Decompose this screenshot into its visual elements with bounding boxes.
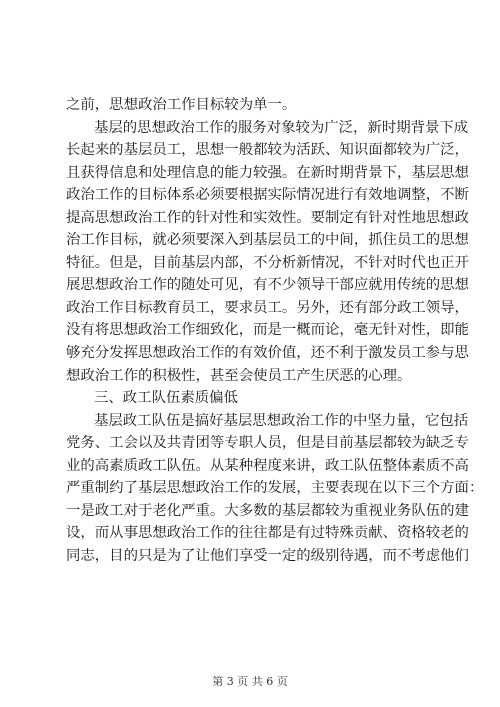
document-body: [66, 94, 484, 567]
text-line: 之前，思想政治工作目标较为单一。: [66, 97, 297, 113]
text-line: 一是政工对于老化严重。大多数的基层都较为重视业务队伍的建: [66, 502, 469, 519]
page-number-footer: 第 3 页 共 6 页: [212, 675, 288, 688]
text-line: 提高思想政治工作的针对性和实效性。要制定有针对性地思想政: [66, 209, 469, 226]
text-line: 想政治工作的积极性，甚至会使员工产生厌恶的心理。: [66, 367, 412, 384]
text-line: 业的高素质政工队伍。从某种程度来讲，政工队伍整体素质不高: [66, 457, 469, 474]
text-line: 政治工作的目标体系必须要根据实际情况进行有效地调整，不断: [66, 187, 469, 204]
text-line: 设，而从事思想政治工作的往往都是有过特殊贡献、资格较老的: [66, 525, 469, 542]
text-line: 够充分发挥思想政治工作的有效价值，还不利于激发员工参与思: [66, 345, 469, 362]
text-line: 政治工作目标教育员工，要求员工。另外，还有部分政工领导，: [66, 299, 469, 316]
paragraph-first-line: 基层政工队伍是搞好基层思想政治工作的中坚力量，它包括: [94, 412, 469, 429]
text-line: 同志，目的只是为了让他们享受一定的级别待遇，而不考虑他们: [66, 547, 469, 564]
paragraph-first-line: 基层的思想政治工作的服务对象较为广泛，新时期背景下成: [94, 119, 469, 136]
text-line: 治工作目标，就必须要深入到基层员工的中间，抓住员工的思想: [66, 232, 469, 249]
section-heading: 三、政工队伍素质偏低: [94, 390, 238, 407]
text-line: 特征。但是，目前基层内部，不分析新情况，不针对时代也正开: [66, 254, 469, 271]
text-line: 严重制约了基层思想政治工作的发展，主要表现在以下三个方面：: [66, 480, 484, 497]
text-line: 党务、工会以及共青团等专职人员，但是目前基层都较为缺乏专: [66, 435, 469, 452]
text-line: 且获得信息和处理信息的能力较强。在新时期背景下，基层思想: [66, 164, 469, 181]
text-line: 展思想政治工作的随处可见，有不少领导干部应就用传统的思想: [66, 277, 469, 294]
text-line: 长起来的基层员工，思想一般都较为活跃、知识面都较为广泛，: [66, 142, 469, 159]
text-line: 没有将思想政治工作细致化，而是一概而论，毫无针对性，即能: [66, 322, 469, 339]
